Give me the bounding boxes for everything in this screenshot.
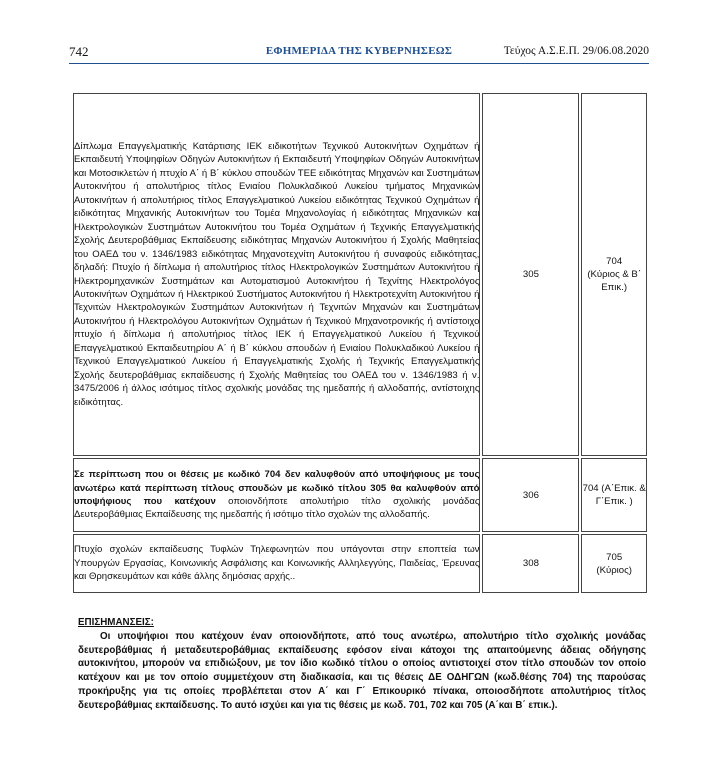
title-code: 305 (482, 93, 579, 456)
notes-section (78, 616, 646, 713)
position-code-cell (581, 458, 647, 532)
table-row (73, 458, 647, 532)
qualification-description: Πτυχίο σχολών εκπαίδευσης Τυφλών Τηλεφωνητών που υπάγονται στην εποπτεία των Υπουργών Εργασίας, Κοινωνικής Ασφάλισης και Κοινωνικής Αλληλεγγύης, Παιδείας, Έρευνας και Θρησκευμάτων και κάθε άλλης δημόσιας αρχής.. (73, 534, 480, 593)
notes-body: Οι υποψήφιοι που κατέχουν έναν οποιονδήποτε, από τους ανωτέρω, απολυτήριο τίτλο σχολικής μονάδας δευτεροβάθμιας ή μεταδευτεροβάθμιας εκπαίδευσης εφόσον είναι κάτοχοι της απαιτούμενης άδειας οδήγησης αυτοκινήτου, μπορούν να επιδιώξουν, με τον ίδιο κωδικό τίτλου ο οποίος αντιστοιχεί στον τίτλο σπουδών τον οποίο κατέχουν και με τον οποίο συμμετέχουν στη διαδικασία, και τις θέσεις ΔΕ ΟΔΗΓΩΝ (κωδ.θέσης 704) της παρούσας προκήρυξης για τις οποίες προβλέπεται στον Α΄ και Γ΄ Επικουρικό πίνακα, οποιοσδήποτε απολυτήριος τίτλος δευτεροβάθμιας εκπαίδευσης. Το αυτό ισχύει και για τις θέσεις με κωδ. 701, 702 και 705 (Α΄και Β΄ επικ.). (78, 630, 646, 711)
position-code-cell (581, 93, 647, 456)
table-row (73, 93, 647, 456)
position-code-detail: (Κύριος) (596, 564, 632, 576)
regular-clause: οποιονδήποτε απολυτήριο τίτλο σχολικής μονάδας Δευτεροβάθμιας Εκπαίδευσης της ημεδαπής ή ισότιμο τίτλο σχολών της αλλοδαπής. (74, 496, 480, 521)
position-code: 704 (606, 256, 623, 267)
position-code: 704 (Α΄Επικ. & (582, 483, 646, 494)
qualifications-table (71, 91, 649, 595)
table-row (73, 534, 647, 593)
title-code: 308 (482, 534, 579, 593)
qualification-description: Δίπλωμα Επαγγελματικής Κατάρτισης ΙΕΚ ειδικοτήτων Τεχνικού Αυτοκινήτων Οχημάτων ή Εκπαιδευτή Υποψηφίων Οδηγών Αυτοκινήτων ή Εκπαιδευτή Υποψηφίων Οδηγών Αυτοκινήτων και Μοτοσικλετών ή πτυχίο Α΄ ή Β΄ κύκλου σπουδών ΤΕΕ ειδικότητας Μηχανών και Συστημάτων Αυτοκινήτου ή απολυτήριος τίτλος Ενιαίου Πολυκλαδικού Λυκείου τμήματος Μηχανικών Αυτοκινήτων ή απολυτήριος τίτλος Επαγγελματικού Λυκείου ειδικότητας Τεχνικού Οχημάτων ή ειδικότητας Μηχανικής Αυτοκινήτων του Τομέα Μηχανολογίας ή ειδικότητας Μηχανικών και Ηλεκτρολογικών Συστημάτων Αυτοκινήτου του Τομέα Οχημάτων ή Τεχνικής Επαγγελματικής Σχολής Δευτεροβάθμιας Εκπαίδευσης ειδικότητας Μηχανών Αυτοκινήτου ή Σχολής Μαθητείας του ΟΑΕΔ του ν. 1346/1983 ειδικότητας Μηχανοτεχνίτη Αυτοκινήτου ή συναφούς ειδικότητας, δηλαδή: Πτυχίο ή δίπλωμα ή απολυτήριος τίτλος Ηλεκτρολογικών Συστημάτων Αυτοκινήτου ή Ηλεκτρομηχανικών Συστημάτων και Αυτοματισμού Αυτοκινήτου ή Τεχνίτης Ηλεκτρολόγος Αυτοκινήτων Οχημάτων ή Ηλεκτρικού Συστήματος Αυτοκινήτου ή Ηλεκτροτεχνίτη Αυτοκινήτου ή Τεχνιτών Ηλεκτρολογικών Συστημάτων Αυτοκινήτων ή Τεχνιτών Μηχανών και Συστημάτων Αυτοκινήτου ή Ηλεκτρολόγου Αυτοκινήτων Οχημάτων ή Τεχνικού Μηχανοτρονικής ή αντίστοιχο πτυχίο ή δίπλωμα ή απολυτήριος τίτλος ΙΕΚ ή Επαγγελματικού Λυκείου ή Τεχνικού Επαγγελματικού Εκπαιδευτηρίου Α΄ ή Β΄ κύκλου σπουδών ή Ενιαίου Πολυκλαδικού Λυκείου ή Τεχνικού Επαγγελματικού Λυκείου ή Επαγγελματικής Σχολής ή Τεχνικής Επαγγελματικής Σχολής δευτεροβάθμιας εκπαίδευσης ή Σχολής Μαθητείας του ΟΑΕΔ του ν. 1346/1983 ή ν. 3475/2006 ή άλλος ισότιμος τίτλος σχολικής μονάδας της ημεδαπής ή αλλοδαπής, αντίστοιχης ειδικότητας. (73, 93, 480, 456)
header-divider (69, 63, 649, 64)
position-code-detail: Γ΄Επικ. ) (595, 496, 633, 507)
position-code: 705 (606, 551, 623, 563)
position-code-detail: (Κύριος & Β΄ (587, 269, 642, 280)
page-number: 742 (69, 44, 89, 59)
qualification-description (73, 458, 480, 532)
gazette-title: ΕΦΗΜΕΡΙΔΑ ΤΗΣ ΚΥΒΕΡΝΗΣΕΩΣ (265, 45, 453, 57)
page-header (69, 44, 649, 64)
position-code-cell (581, 534, 647, 593)
notes-title: ΕΠΙΣΗΜΑΝΣΕΙΣ: (78, 617, 154, 628)
bold-clause: Σε περίπτωση που οι θέσεις με κωδικό 704 δεν καλυφθούν από υποψήφιους με τους ανωτέρω κατά περίπτωση τίτλους σπουδών με κωδικό τίτλου 305 θα καλυφθούν από υποψήφιους που κατέχουν (74, 469, 480, 507)
title-code: 306 (482, 458, 579, 532)
position-code-detail: Επικ.) (601, 282, 628, 293)
issue-reference: Τεύχος Α.Σ.Ε.Π. 29/06.08.2020 (503, 45, 649, 57)
